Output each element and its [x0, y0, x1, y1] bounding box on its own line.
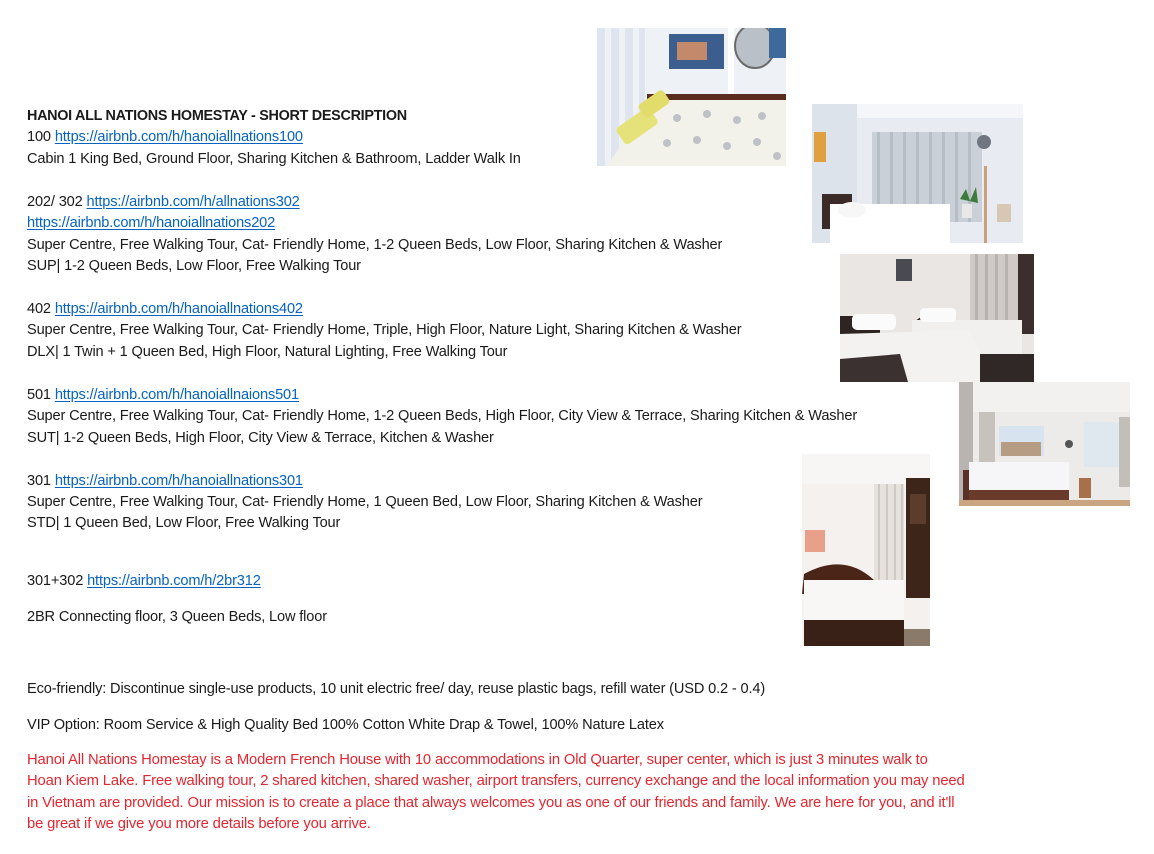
room-202-302-description: Super Centre, Free Walking Tour, Cat- Friendly Home, 1-2 Queen Beds, Low Floor, Sharing Kitchen & Washer — [27, 237, 723, 253]
room-202-302-header — [27, 193, 300, 211]
room-2br312-link[interactable]: https://airbnb.com/h/2br312 — [87, 573, 261, 589]
room-501-summary: SUT| 1-2 Queen Beds, High Floor, City View & Terrace, Kitchen & Washer — [27, 430, 494, 446]
room-code: 202/ 302 — [27, 194, 83, 210]
room-402-header — [27, 300, 303, 318]
room-code: 301+302 — [27, 573, 84, 589]
room-301-header — [27, 472, 303, 490]
room-202-link[interactable]: https://airbnb.com/h/hanoiallnations202 — [27, 215, 276, 231]
room-402-photo — [840, 254, 1034, 382]
room-202-photo — [812, 104, 1023, 243]
room-501-link[interactable]: https://airbnb.com/h/hanoiallnaions501 — [54, 387, 299, 403]
room-202-link-line — [27, 214, 275, 232]
room-code: 402 — [27, 301, 51, 317]
room-code: 100 — [27, 129, 51, 145]
eco-friendly-note: Eco-friendly: Discontinue single-use products, 10 unit electric free/ day, reuse plastic bags, refill water (USD 0.2 - 0.4) — [27, 681, 766, 697]
room-501-header — [27, 386, 299, 404]
room-202-302-summary: SUP| 1-2 Queen Beds, Low Floor, Free Walking Tour — [27, 258, 361, 274]
room-501-photo — [959, 382, 1130, 506]
about-paragraph-line-1: Hanoi All Nations Homestay is a Modern French House with 10 accommodations in Old Quarter, super center, which is just 3 minutes walk to — [27, 752, 928, 768]
room-501-description: Super Centre, Free Walking Tour, Cat- Friendly Home, 1-2 Queen Beds, High Floor, City View & Terrace, Sharing Kitchen & Washer — [27, 408, 858, 424]
about-paragraph-line-2: Hoan Kiem Lake. Free walking tour, 2 shared kitchen, shared washer, airport transfers, currency exchange and the local information you may need — [27, 773, 965, 789]
room-100-header — [27, 128, 303, 146]
room-402-description: Super Centre, Free Walking Tour, Cat- Friendly Home, Triple, High Floor, Nature Light, Sharing Kitchen & Washer — [27, 322, 742, 338]
vip-option-note: VIP Option: Room Service & High Quality Bed 100% Cotton White Drap & Towel, 100% Nature Latex — [27, 717, 664, 733]
room-301-summary: STD| 1 Queen Bed, Low Floor, Free Walking Tour — [27, 515, 341, 531]
room-301-302-header — [27, 572, 261, 590]
room-100-link[interactable]: https://airbnb.com/h/hanoiallnations100 — [54, 129, 303, 145]
room-302-link[interactable]: https://airbnb.com/h/allnations302 — [86, 194, 300, 210]
room-402-summary: DLX| 1 Twin + 1 Queen Bed, High Floor, Natural Lighting, Free Walking Tour — [27, 344, 508, 360]
about-paragraph-line-3: in Vietnam are provided. Our mission is to create a place that always welcomes you as one of our friends and family. We are here for you, and it'll — [27, 795, 955, 811]
room-301-302-description: 2BR Connecting floor, 3 Queen Beds, Low floor — [27, 609, 327, 625]
room-301-photo — [802, 454, 930, 646]
about-paragraph-line-4: be great if we give you more details before you arrive. — [27, 816, 371, 832]
room-301-link[interactable]: https://airbnb.com/h/hanoiallnations301 — [54, 473, 303, 489]
room-100-description: Cabin 1 King Bed, Ground Floor, Sharing Kitchen & Bathroom, Ladder Walk In — [27, 151, 521, 167]
room-301-description: Super Centre, Free Walking Tour, Cat- Friendly Home, 1 Queen Bed, Low Floor, Sharing Kitchen & Washer — [27, 494, 703, 510]
document-title: HANOI ALL NATIONS HOMESTAY - SHORT DESCRIPTION — [27, 108, 407, 124]
room-code: 501 — [27, 387, 51, 403]
room-100-cabin-photo — [597, 28, 786, 166]
room-code: 301 — [27, 473, 51, 489]
room-402-link[interactable]: https://airbnb.com/h/hanoiallnations402 — [54, 301, 303, 317]
